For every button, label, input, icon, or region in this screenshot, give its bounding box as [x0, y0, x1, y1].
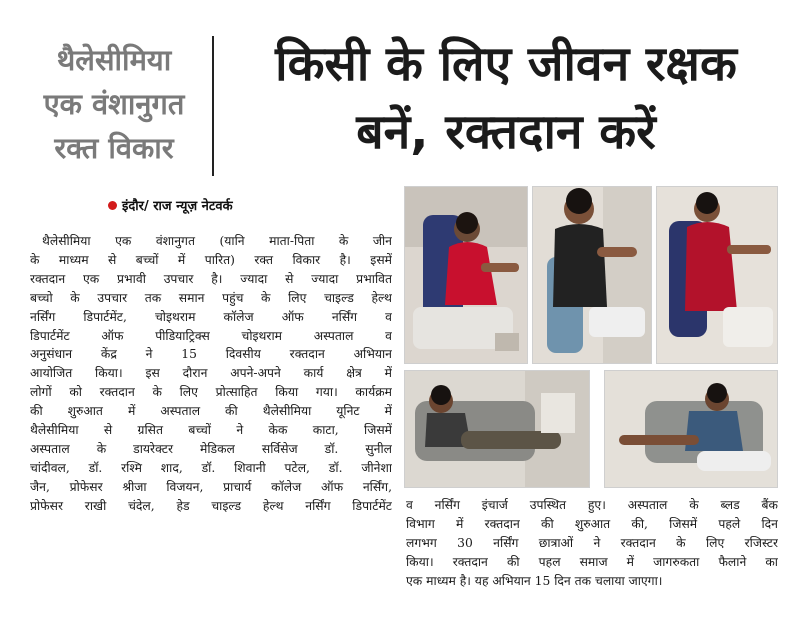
body-line: व नर्सिंग इंचार्ज उपस्थित हुए। अस्पताल के ब्लड बैंक — [406, 498, 778, 512]
headline-line-2: बनें, रक्तदान करें — [356, 104, 656, 160]
photo-donor-3 — [656, 186, 778, 364]
body-line: विभाग में रक्तदान की शुरुआत की, जिसमें पहले दिन — [406, 516, 778, 531]
article-body-left — [30, 232, 392, 516]
vertical-divider — [212, 36, 214, 176]
body-line: किया। रक्तदान की पहल समाज में जागरुकता फैलाने का — [406, 554, 778, 569]
body-line: चांदीवल, डॉ. रश्मि शाद, डॉ. शिवानी पटेल, डॉ. जीनेशा — [30, 460, 392, 475]
body-line: थैलेसीमिया से ग्रसित बच्चों ने केक काटा, जिसमें — [30, 423, 392, 438]
body-line: अस्पताल के डायरेक्टर मेडिकल सर्विसेज डॉ. सुनील — [30, 441, 392, 456]
body-line: आयोजित किया। इस दौरान अपने-अपने कार्य क्षेत्र में — [30, 366, 392, 381]
dateline — [108, 196, 233, 214]
kicker-title — [18, 38, 210, 170]
bullet-icon — [108, 201, 117, 210]
headline-line-1: किसी के लिए जीवन रक्षक — [275, 36, 737, 92]
body-line: लगभग 30 नर्सिंग छात्राओं ने रक्तदान के लिए रजिस्टर — [406, 535, 778, 550]
body-line: अनुसंधान केंद्र ने 15 दिवसीय रक्तदान अभियान — [30, 347, 392, 362]
body-line: एक माध्यम है। यह अभियान 15 दिन तक चलाया जाएगा। — [406, 573, 663, 588]
body-line: की शुरुआत में अस्पताल की थैलेसीमिया यूनिट में — [30, 404, 392, 419]
body-line: जैन, प्रोफेसर श्रीजा विजयन, प्राचार्य कॉलेज ऑफ नर्सिंग, — [30, 479, 392, 494]
body-line: नर्सिंग डिपार्टमेंट, चोइथराम कॉलेज ऑफ नर्सिंग व — [30, 309, 392, 324]
kicker-line-1: थैलेसीमिया — [56, 43, 172, 77]
body-line: रक्तदान एक प्रभावी उपचार है। ज्यादा से ज्यादा प्रभावित — [30, 271, 392, 286]
body-line: बच्चो के उपचार तक समान पहुंच के लिए चाइल्ड हेल्थ — [30, 290, 392, 305]
body-line: के माध्यम से बच्चों में पारित) रक्त विकार है। इसमें — [30, 252, 392, 267]
kicker-line-3: रक्त विकार — [54, 131, 174, 165]
photo-donor-5 — [604, 370, 778, 488]
kicker-line-2: एक वंशानुगत — [43, 87, 185, 121]
body-line: थैलेसीमिया एक वंशानुगत (यानि माता-पिता के जीन — [42, 234, 392, 248]
body-line: प्रोफेसर राखी चंदेल, हेड चाइल्ड हेल्थ नर्सिंग डिपार्टमेंट — [30, 498, 392, 513]
photo-donor-4 — [404, 370, 590, 488]
body-line: डिपार्टमेंट ऑफ पीडियाट्रिक्स चोइथराम अस्पताल व — [30, 328, 392, 343]
article-body-right — [406, 496, 778, 591]
headline — [230, 30, 782, 166]
photo-donor-2 — [532, 186, 652, 364]
body-line: लोगों को रक्तदान के लिए प्रोत्साहित किया गया। कार्यक्रम — [30, 385, 392, 400]
dateline-text: इंदौर/ राज न्यूज़ नेटवर्क — [122, 199, 233, 214]
photo-donor-1 — [404, 186, 528, 364]
